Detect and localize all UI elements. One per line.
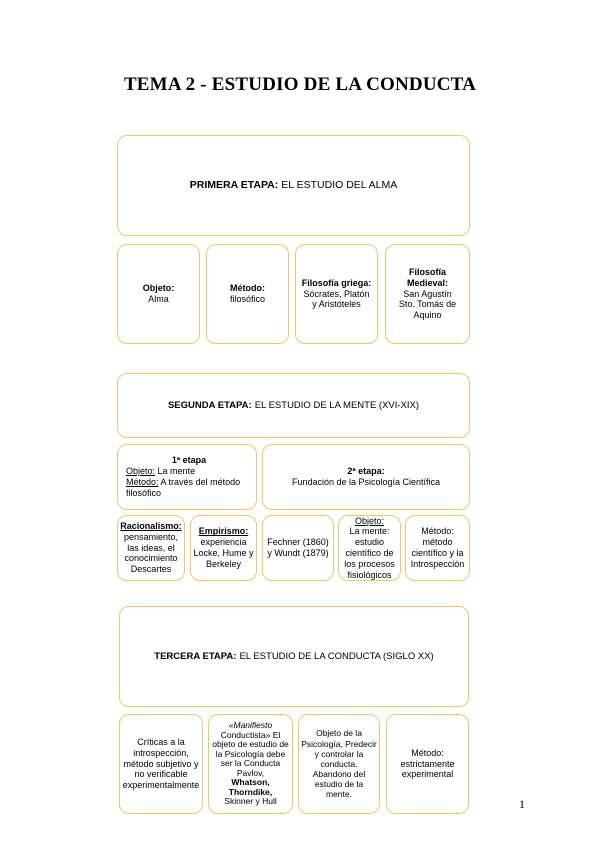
stage2-racionalismo-box [117,515,185,581]
stage1-medieval-text2: Sto. Tomás de Aquino [398,299,457,321]
stage3-objetivo-text: Objeto de la Psicología, Predecir y controlar la conducta. Abandono del estudio de la mente. [301,728,377,800]
stage1-metodo-box [206,244,289,344]
page-number: 1 [519,797,525,811]
stage3-manifiesto-title: «Manifiesto [228,720,273,731]
stage1-medieval-box [385,244,470,344]
stage2-sub1-objeto-text: La mente [157,466,196,477]
stage1-objeto-text: Alma [148,294,169,304]
stage2-racionalismo-text: pensamiento, las ideas, el conocimiento [123,531,179,564]
stage2-sub1-objeto-label: Objeto: [126,466,156,477]
stage2-metodo-cientifico-label: Método: [421,526,454,537]
stage2-racionalismo-label: Racionalismo: [120,521,182,531]
stage1-medieval-text: San Agustín [403,288,452,299]
stage3-metodo-label: Método: [411,747,444,758]
stage3-header-text: EL ESTUDIO DE LA CONDUCTA (SIGLO XX) [239,650,434,662]
stage3-manifiesto-box [208,714,293,814]
stage2-empirismo-names: Locke, Hume y Berkeley [193,548,254,569]
stage3-manifiesto-text: Conductista» El objeto de estudio de la Psicología debe ser la Conducta [212,729,289,769]
stage3-manifiesto-name4: Skinner y Hull [224,796,277,807]
stage2-sub1-metodo-text: A través del método filosófico [126,477,241,498]
stage2-sub2-box [262,444,470,510]
stage2-empirismo-text: experiencia [200,537,247,548]
stage2-fechner-text: Fechner (1860) y Wundt (1879) [267,537,329,558]
stage1-griega-box [295,244,378,344]
stage2-empirismo-label: Empirismo: [198,526,249,537]
stage2-fechner-box [262,515,334,581]
stage2-empirismo-box [190,515,257,581]
stage3-header-box [119,606,469,707]
stage3-manifiesto-name1: Pavlov, [236,767,265,778]
stage1-griega-label: Filosofía griega: [301,277,372,288]
stage2-metodo-cientifico-box [405,515,470,581]
stage2-header-text: EL ESTUDIO DE LA MENTE (XVI-XIX) [254,399,420,411]
stage2-metodo-cientifico-text2: Introspección [410,558,465,569]
stage2-racionalismo-name: Descartes [130,564,172,575]
stage3-header-label: TERCERA ETAPA: [154,650,237,662]
stage2-sub1-metodo-label: Método: [126,477,159,487]
stage2-sub2-text: Fundación de la Psicología Científica [291,477,441,487]
stage1-metodo-text: filosófico [229,294,265,304]
stage1-objeto-box [117,244,200,344]
stage1-header-text: EL ESTUDIO DEL ALMA [281,179,398,192]
stage1-medieval-label: Filosofía Medieval: [406,267,448,288]
stage2-sub1-metodo [126,477,252,499]
stage1-header-box [117,135,470,236]
stage3-metodo-text: estrictamente experimental [400,758,455,780]
stage2-header-label: SEGUNDA ETAPA: [167,399,252,411]
stage3-metodo-box [386,714,469,814]
stage2-sub1-box [117,444,257,510]
stage2-metodo-cientifico-text: método científico y la [411,537,464,558]
stage1-griega-text: Sócrates, Platón y Aristóteles [303,288,370,310]
stage3-manifiesto-name2: Whatson, [231,777,270,788]
stage2-objeto-mente-text: La mente: estudio científico de los procesos fisiológicos [344,526,395,580]
stage3-manifiesto-name3: Thorndike, [228,786,273,797]
stage3-criticas-text: Críticas a la introspección, método subjetivo y no verificable experimentalmente [122,737,200,791]
stage2-objeto-mente-label: Objeto: [354,515,385,526]
stage2-header-box [117,373,470,438]
stage2-objeto-mente-box [338,515,401,581]
stage3-objetivo-box [298,714,380,814]
stage1-header-label: PRIMERA ETAPA: [189,179,279,192]
stage2-sub1-objeto [126,466,195,477]
document-title: TEMA 2 - ESTUDIO DE LA CONDUCTA [123,74,477,95]
stage2-sub1-title: 1ª etapa [171,455,207,466]
stage1-metodo-label: Método: [230,283,265,294]
stage3-criticas-box [119,714,203,814]
stage1-objeto-label: Objeto: [142,283,175,294]
stage2-sub2-title: 2ª etapa: [347,466,385,477]
